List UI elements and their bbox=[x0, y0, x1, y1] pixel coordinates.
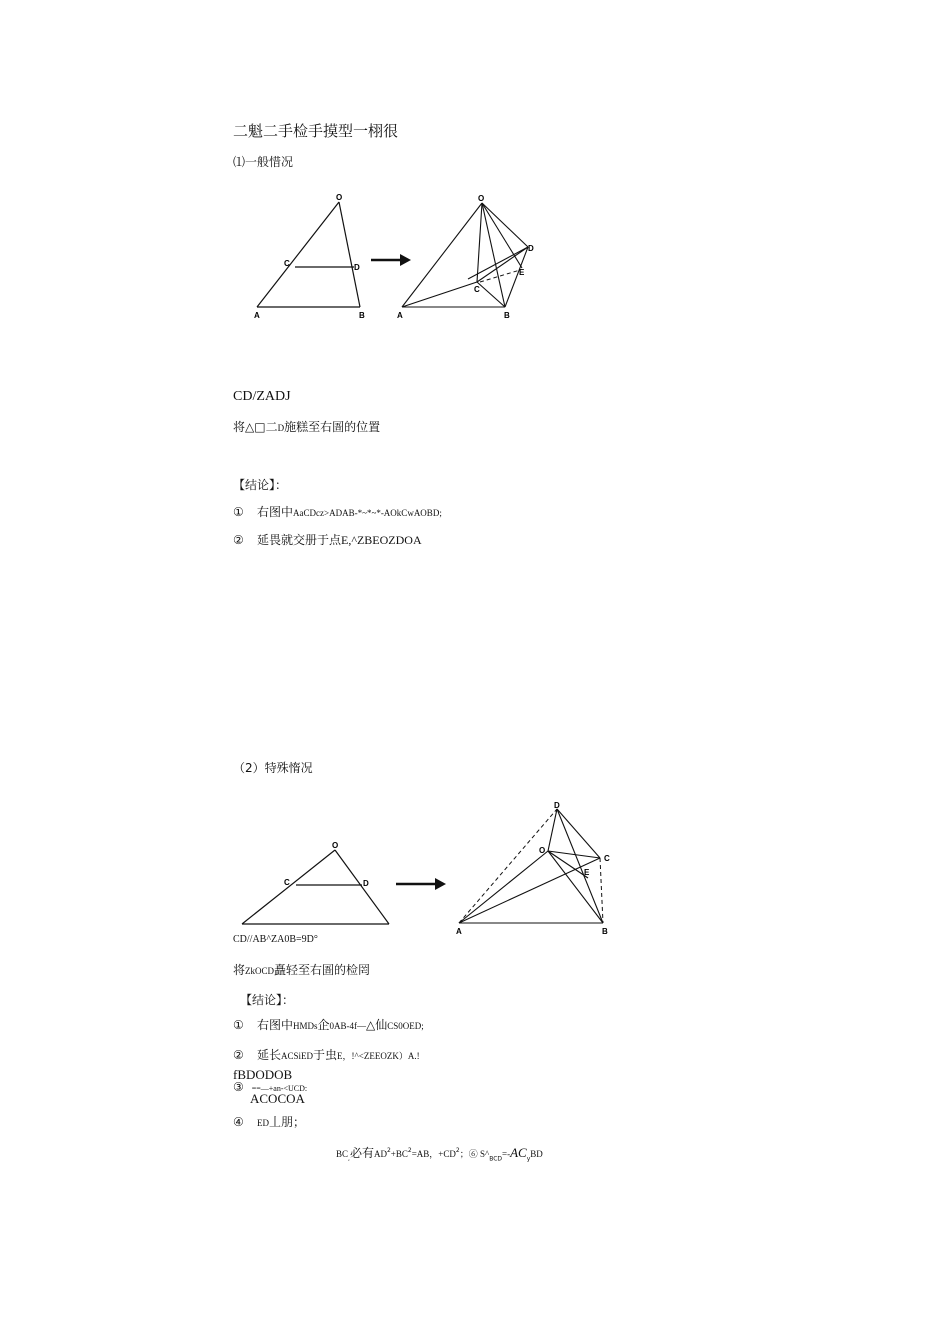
section1-conclusion-label: 【结论】： bbox=[233, 478, 288, 492]
section2-conclusion-label: 【结论】： bbox=[240, 993, 295, 1007]
arrow-right-icon-2 bbox=[395, 877, 447, 891]
fig2l-label-c: C bbox=[284, 878, 290, 887]
section1-conclusion-2: ② 延畏就交册于点E,^ZBEOZDOA bbox=[233, 533, 422, 547]
section2-c3-top: fBDODOB bbox=[233, 1067, 293, 1082]
section2-heading: （2）特殊惰况 bbox=[233, 761, 313, 775]
fig1l-label-b: B bbox=[359, 311, 365, 320]
fig1l-label-d: D bbox=[354, 263, 360, 272]
section1-heading: ⑴一般惜况 bbox=[233, 155, 294, 169]
section2-c3-bottom: ACOCOA bbox=[250, 1091, 305, 1106]
fig2r-label-b: B bbox=[602, 927, 608, 936]
fig1l-label-o: O bbox=[336, 193, 343, 202]
figure1-left bbox=[250, 188, 380, 323]
fig2r-label-a: A bbox=[456, 927, 462, 936]
section2-conclusion-4: ④ ED丄朋； bbox=[233, 1115, 306, 1129]
fig2l-label-o: O bbox=[332, 841, 339, 850]
fig1r-label-a: A bbox=[397, 311, 403, 320]
section2-rotate-line: 将ZkOCD矗轻至右圄的检罔 bbox=[233, 963, 371, 977]
section1-rotate-line: 将△□二D施糕至右圄的位置 bbox=[233, 420, 381, 434]
fig1r-label-o: O bbox=[478, 194, 485, 203]
figure2-right bbox=[453, 798, 623, 938]
figure2-left bbox=[238, 836, 398, 931]
fig1l-label-c: C bbox=[284, 259, 290, 268]
fig1l-label-a: A bbox=[254, 311, 260, 320]
fig2r-label-o: O bbox=[539, 846, 546, 855]
fig1r-label-b: B bbox=[504, 311, 510, 320]
section2-conclusion-5: $BC_,$必有$AD^2+BC^2=AB$，$+CD^2$；⑥ $S\^{}_{BCD}=-AC_yBD$ bbox=[336, 1145, 543, 1163]
fig1r-label-c: C bbox=[474, 285, 480, 294]
page-title: 二魁二手检手摸型一栩很 bbox=[233, 122, 399, 140]
fig1r-label-e: E bbox=[519, 268, 525, 277]
fig2r-label-d: D bbox=[554, 801, 560, 810]
section2-conclusion-3: ③ ==—+an-<UCD: bbox=[233, 1080, 308, 1094]
fig1r-label-d: D bbox=[528, 244, 534, 253]
figure1-right bbox=[392, 188, 542, 323]
section2-conclusion-1: ① 右图中HMDs企0AB-4f—△仙CS0OED; bbox=[233, 1018, 424, 1032]
fig2l-label-d: D bbox=[363, 879, 369, 888]
fig2r-label-e: E bbox=[584, 868, 590, 877]
fig2r-label-c: C bbox=[604, 854, 610, 863]
section1-given: CD/ZADJ bbox=[233, 389, 291, 404]
section2-conclusion-2: ② 延长ACSiED于虫E，!^<ZEEOZK）A.! bbox=[233, 1048, 420, 1062]
section1-conclusion-1: ① 右图中AaCDcz>ADAB-*~*~*-AOkCwAOBD; bbox=[233, 505, 442, 519]
section2-given: CD//AB^ZA0B=9D° bbox=[233, 934, 318, 945]
